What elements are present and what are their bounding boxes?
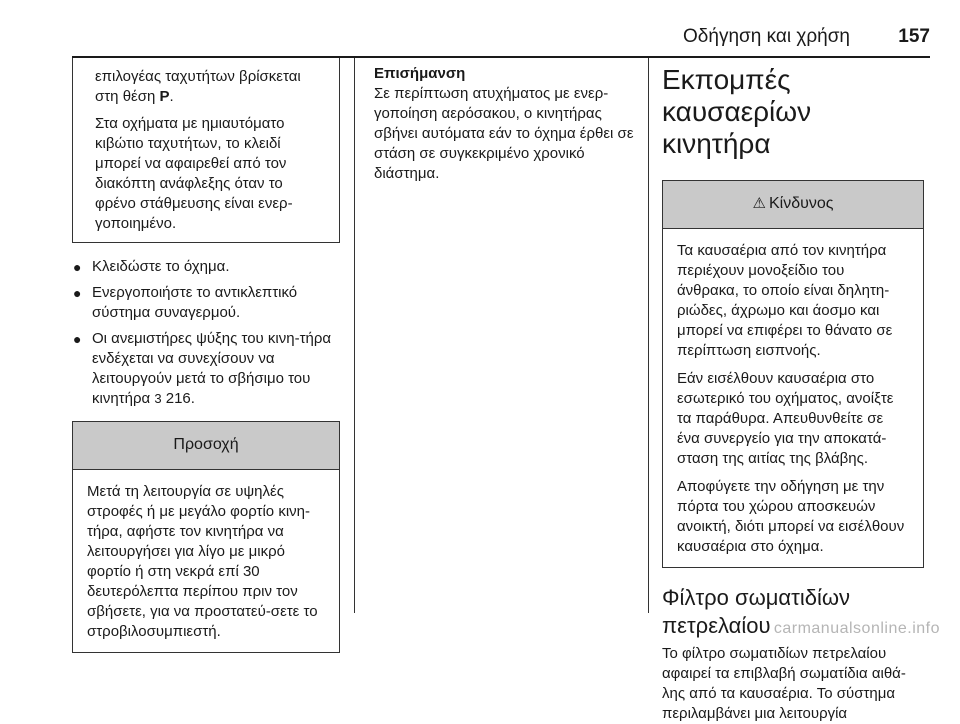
notice-heading: Επισήμανση [374, 65, 466, 82]
page-ref-icon: 3 [154, 391, 162, 406]
column-divider [648, 58, 649, 613]
column-middle [374, 64, 636, 184]
continued-note-box [72, 58, 340, 243]
note-paragraph: επιλογέας ταχυτήτων βρίσκεται στη θέση P. [95, 68, 301, 105]
danger-title: ⚠ Κίνδυνος [663, 181, 923, 229]
page-reference[interactable]: 216. [165, 390, 195, 407]
subsection-heading: Φίλτρο σωματιδίων πετρελαίου [662, 585, 851, 638]
subsection-text: Το φίλτρο σωματιδίων πετρελαίου αφαιρεί τα επιβλαβή σωματίδια αιθά‐λης από τα καυσαέρια. Το σύστημα περιλαμβάνει μια λειτουργία [662, 645, 906, 722]
warning-triangle-icon: ⚠ [752, 195, 766, 212]
notice-text: Σε περίπτωση ατυχήματος με ενερ‐γοποίηση αερόσακου, ο κινητήρας σβήνει αυτόματα εάν το όχημα έρθει σε στάση σε συγκεκριμένο χρονικό διάστημα. [374, 85, 634, 182]
list-item: ● Οι ανεμιστήρες ψύξης του κινη‐τήρα ενδέχεται να συνεχίσουν να λειτουργούν μετά το σβήσιμο του κινητήρα 3 216. [73, 330, 332, 407]
caution-box [72, 421, 340, 653]
watermark: carmanualsonline.info [773, 620, 940, 637]
bullet-list [72, 257, 340, 409]
page-header [0, 26, 960, 56]
column-divider [354, 58, 355, 613]
page-number: 157 [898, 26, 930, 47]
column-left [72, 58, 340, 653]
danger-body: Τα καυσαέρια από τον κινητήρα περιέχουν μονοξείδιο του άνθρακα, το οποίο είναι δηλητη‐ριώδες, άχρωμο και άοσμο και μπορεί να επιφέρει το θάνατο σε περίπτωση εισπνοής. Εάν εισέλθουν καυσαέρια στο εσωτερικό του οχήματος, ανοίξτε τα παράθυρα. Απευθυνθείτε σε ένα συνεργείο για την αποκατά‐σταση της αιτίας της βλάβης. Αποφύγετε την οδήγηση με την πόρτα του χώρου αποσκευών ανοικτή, διότι μπορεί να εισέλθουν καυσαέρια στο όχημα. [677, 242, 905, 555]
caution-body: Μετά τη λειτουργία σε υψηλές στροφές ή με μεγάλο φορτίο κινη‐τήρα, αφήστε τον κινητήρα να λειτουργήσει για λίγο με μικρό φορτίο ή στη νεκρά επί 30 δευτερόλεπτα περίπου πριν τον σβήσετε, για να προστατεύ‐σετε το στροβιλοσυμπιεστή. [87, 483, 318, 640]
list-item: ● Ενεργοποιήστε το αντικλεπτικό σύστημα συναγερμού. [73, 284, 298, 321]
caution-title: Προσοχή [73, 422, 339, 470]
section-title: Οδήγηση και χρήση [683, 26, 850, 47]
list-item: ● Κλειδώστε το όχημα. [73, 258, 230, 275]
danger-box [662, 180, 924, 568]
section-heading: Εκπομπές καυσαερίων κινητήρα [662, 64, 812, 159]
note-paragraph: Στα οχήματα με ημιαυτόματο κιβώτιο ταχυτήτων, το κλειδί μπορεί να αφαιρεθεί από τον διακόπτη ανάφλεξης όταν το φρένο στάθμευσης είναι ενερ‐γοποιημένο. [95, 115, 293, 232]
